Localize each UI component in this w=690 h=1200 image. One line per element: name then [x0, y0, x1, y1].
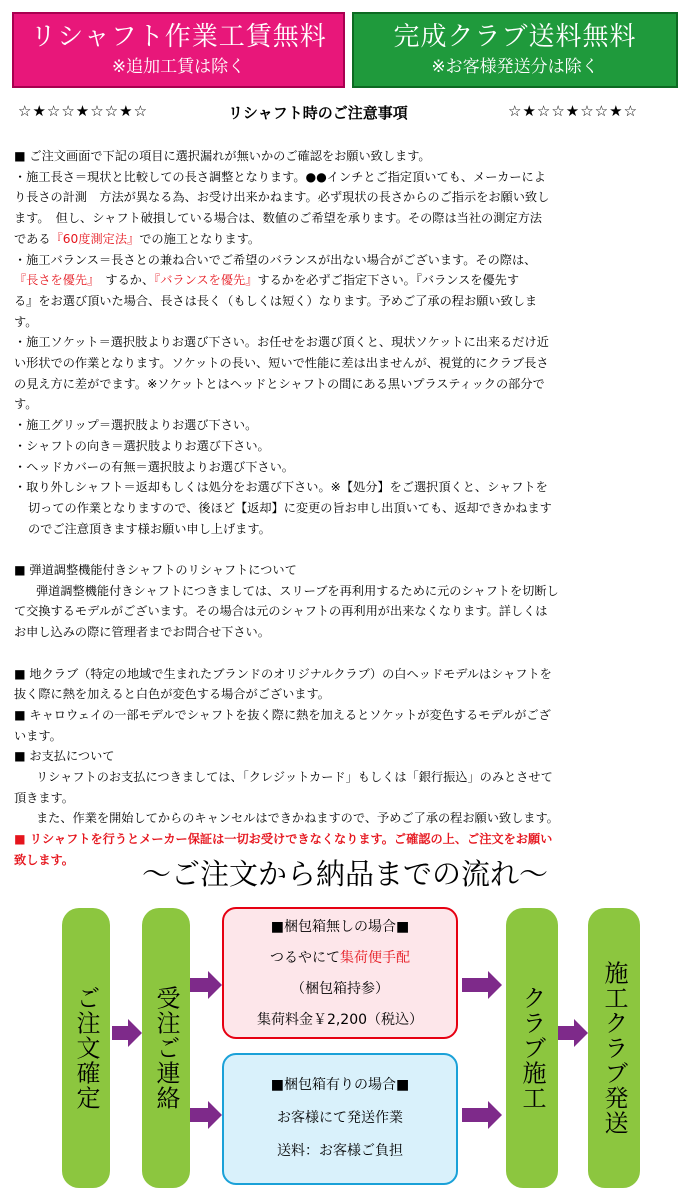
note-line: ます。 但し、シャフト破損している場合は、数値のご希望を承ります。その際は当社の測定方法 — [14, 211, 542, 226]
note-line: ■ お支払について — [14, 749, 115, 764]
stars-decoration-right: ☆★☆☆★☆☆★☆ — [508, 102, 639, 120]
box-title: ■梱包箱有りの場合■ — [270, 1077, 410, 1093]
banner-right-headline: 完成クラブ送料無料 — [393, 22, 637, 52]
note-line: お申し込みの際に管理者までお問合せ下さい。 — [14, 625, 270, 640]
note-line: ■ 弾道調整機能付きシャフトのリシャフトについて — [14, 563, 297, 578]
note-line: また、作業を開始してからのキャンセルはできかねますので、予めご了承の程お願い致します。 — [36, 811, 559, 826]
note-line: い形状での作業となります。ソケットの長い、短いで性能に差は出ませんが、視覚的にクラブ長さ — [14, 356, 549, 371]
note-line: います。 — [14, 728, 62, 743]
warranty-warning: 致します。 — [14, 852, 74, 867]
note-line: る』をお選び頂いた場合、長さは長く（もしくは短く）なります。予めご了承の程お願い致しま — [14, 293, 538, 308]
box-text: つるやにて — [270, 950, 340, 966]
note-text: するかを必ずご指定下さい。『バランスを優先す — [257, 273, 520, 288]
step-label: ご注文確定 — [72, 985, 100, 1111]
box-title: ■梱包箱無しの場合■ — [270, 919, 410, 935]
note-line: ・シャフトの向き＝選択肢よりお選び下さい。 — [14, 438, 270, 453]
notes-body — [14, 146, 678, 871]
note-line: のでご注意頂きます様お願い申し上げます。 — [28, 521, 271, 536]
note-line: ・施工ソケット＝選択肢よりお選び下さい。お任せをお選び頂くと、現状ソケットに出来るだけ近 — [14, 335, 549, 350]
note-line: ■ 地クラブ（特定の地域で生まれたブランドのオリジナルクラブ）の白ヘッドモデルはシャフトを — [14, 666, 552, 681]
note-line: ■ ご注文画面で下記の項目に選択漏れが無いかのご確認をお願い致します。 — [14, 149, 431, 163]
box-line: （梱包箱持参） — [291, 981, 389, 997]
step-order-confirmed — [62, 908, 110, 1188]
note-line: ・取り外しシャフト＝返却もしくは処分をお選び下さい。※【処分】をご選択頂くと、シャフトを — [14, 480, 548, 495]
arrow-right-icon — [190, 1100, 222, 1130]
note-line: ・ヘッドカバーの有無＝選択肢よりお選び下さい。 — [14, 459, 294, 474]
notice-title: リシャフト時のご注意事項 — [228, 104, 408, 122]
banner-left-note: ※追加工賃は除く — [111, 57, 246, 77]
note-line: リシャフトのお支払につきましては、「クレジットカード」もしくは「銀行振込」のみとさせて — [36, 770, 553, 785]
free-shipping-banner — [352, 12, 678, 88]
note-text: での施工となります。 — [139, 231, 261, 246]
note-line: ・施工グリップ＝選択肢よりお選び下さい。 — [14, 418, 258, 433]
length-priority-highlight: 『長さを優先』 — [14, 273, 94, 288]
flow-title: ～ご注文から納品までの流れ～ — [141, 857, 548, 891]
note-line: す。 — [14, 397, 38, 412]
note-line: ■ キャロウェイの一部モデルでシャフトを抜く際に熱を加えるとソケットが変色するモデルがござ — [14, 707, 551, 722]
box-line: 送料：お客様ご負担 — [277, 1143, 403, 1159]
note-line: 頂きます。 — [14, 790, 74, 805]
box-line — [224, 943, 456, 974]
pickup-highlight: 集荷便手配 — [340, 950, 410, 966]
balance-priority-highlight: 『バランスを優先』 — [154, 273, 258, 288]
box-line: お客様にて発送作業 — [277, 1110, 403, 1126]
arrow-right-icon — [462, 970, 502, 1000]
note-text: するか、 — [93, 273, 155, 288]
measure-method-highlight: 『60度測定法』 — [50, 231, 140, 246]
note-line: 抜く際に熱を加えると白色が変色する場合がございます。 — [14, 687, 330, 702]
arrow-right-icon — [462, 1100, 502, 1130]
note-line: ・施工バランス＝長さとの兼ね合いでご希望のバランスが出ない場合がございます。その際は、 — [14, 252, 537, 267]
step-label: クラブ施工 — [518, 985, 546, 1111]
arrow-right-icon — [558, 1018, 588, 1048]
free-reshaft-labor-banner — [12, 12, 345, 88]
step-club-shipping — [588, 908, 640, 1188]
step-order-notice — [142, 908, 190, 1188]
note-line: の見え方に差がでます。※ソケットとはヘッドとシャフトの間にある黒いプラスティックの部分で — [14, 376, 545, 391]
note-line — [14, 229, 678, 250]
step-label: 施工クラブ発送 — [600, 960, 628, 1136]
note-line: り長さの計測 方法が異なる為、お受け出来かねます。必ず現状の長さからのご指示をお願い致し — [14, 190, 550, 205]
warranty-warning: ■ リシャフトを行うとメーカー保証は一切お受けできなくなります。ご確認の上、ご注文をお願い — [14, 832, 553, 847]
banner-right-note: ※お客様発送分は除く — [431, 57, 599, 77]
note-text: である — [14, 231, 51, 246]
with-packing-box-case — [222, 1053, 458, 1185]
note-line: て交換するモデルがございます。その場合は元のシャフトの再利用が出来なくなります。詳しくは — [14, 604, 548, 619]
no-packing-box-case — [222, 907, 458, 1039]
note-line: 切っての作業となりますので、後ほど【返却】に変更の旨お申し出頂いても、返却できかねます — [28, 500, 552, 515]
note-line — [14, 270, 678, 291]
banner-left-headline: リシャフト作業工賃無料 — [30, 22, 327, 52]
arrow-right-icon — [190, 970, 222, 1000]
box-line: 集荷料金￥2,200（税込） — [256, 1012, 424, 1028]
step-club-work — [506, 908, 558, 1188]
arrow-right-icon — [112, 1018, 142, 1048]
note-line: ・施工長さ＝現状と比較しての長さ調整となります。●●インチとご指定頂いても、メーカーによ — [14, 169, 546, 184]
note-line: 弾道調整機能付きシャフトにつきましては、スリーブを再利用するために元のシャフトを切断し — [36, 583, 559, 598]
note-line: す。 — [14, 314, 38, 329]
step-label: 受注ご連絡 — [152, 985, 180, 1111]
stars-decoration-left: ☆★☆☆★☆☆★☆ — [18, 102, 149, 120]
